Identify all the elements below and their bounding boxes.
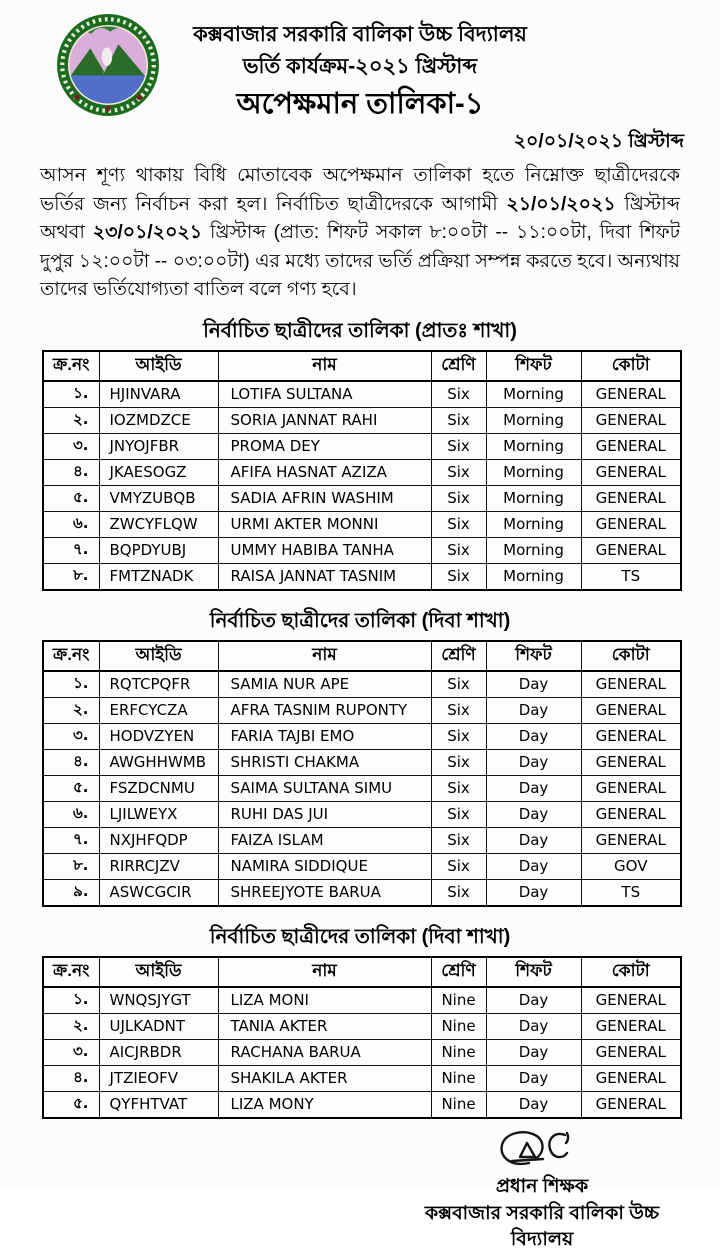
cell-shift: Day [486,775,581,801]
cell-shift: Day [486,827,581,853]
table-row [43,1091,681,1118]
cell-shift: Morning [486,381,581,408]
table-row [43,723,681,749]
cell-class: Six [431,563,486,590]
cell-name: NAMIRA SIDDIQUE [218,853,431,879]
cell-class: Six [431,381,486,408]
column-header: নাম [218,641,431,671]
cell-shift: Day [486,853,581,879]
cell-quota: GENERAL [581,407,681,433]
cell-name: SADIA AFRIN WASHIM [218,485,431,511]
admission-program-title: ভর্তি কার্যক্রম-২০২১ খ্রিস্টাব্দ [242,55,478,78]
cell-class: Six [431,485,486,511]
table-row [43,879,681,906]
school-name: কক্সবাজার সরকারি বালিকা উচ্চ বিদ্যালয় [193,23,527,46]
school-logo-icon [56,13,160,117]
cell-quota: GENERAL [581,723,681,749]
cell-id: ASWCGCIR [99,879,218,906]
cell-name: TANIA AKTER [218,1013,431,1039]
cell-shift: Morning [486,537,581,563]
student-table-morning [42,350,682,591]
cell-quota: GENERAL [581,671,681,698]
notice-bold-date: ২৩/০১/২০২১ [92,222,203,243]
cell-shift: Morning [486,459,581,485]
cell-class: Nine [431,1065,486,1091]
cell-name: FARIA TAJBI EMO [218,723,431,749]
cell-quota: TS [581,563,681,590]
table-row [43,407,681,433]
cell-class: Six [431,671,486,698]
cell-shift: Morning [486,433,581,459]
cell-class: Nine [431,1039,486,1065]
table-row [43,433,681,459]
cell-class: Six [431,749,486,775]
table-row [43,853,681,879]
cell-shift: Day [486,801,581,827]
table-row [43,381,681,408]
table-header-row [43,641,681,671]
cell-quota: GENERAL [581,1039,681,1065]
cell-quota: GENERAL [581,433,681,459]
cell-serial: ৪. [43,1065,99,1091]
cell-class: Six [431,827,486,853]
cell-serial: ১. [43,671,99,698]
waiting-list-title: অপেক্ষমান তালিকা-১ [236,88,484,120]
cell-quota: GENERAL [581,485,681,511]
cell-serial: ৩. [43,1039,99,1065]
column-header: শিফট [486,351,581,381]
cell-shift: Day [486,1091,581,1118]
cell-serial: ৫. [43,485,99,511]
cell-shift: Morning [486,407,581,433]
cell-name: RAISA JANNAT TASNIM [218,563,431,590]
cell-serial: ৯. [43,879,99,906]
notice-paragraph [40,162,680,305]
column-header: কোটা [581,351,681,381]
cell-id: HJINVARA [99,381,218,408]
notice-text: আসন শূণ্য থাকায় বিধি মোতাবেক অপেক্ষমান তালিকা হতে নিম্নোক্ত ছাত্রীদেরকে ভর্তির জন্য নির্বাচন করা হল। নির্বাচিত ছাত্রীদেরকে আগামী [40,165,680,215]
cell-shift: Morning [486,511,581,537]
cell-class: Six [431,433,486,459]
table-header-row [43,957,681,987]
cell-id: UJLKADNT [99,1013,218,1039]
cell-name: SAIMA SULTANA SIMU [218,775,431,801]
cell-serial: ১. [43,381,99,408]
cell-name: LOTIFA SULTANA [218,381,431,408]
cell-name: AFIFA HASNAT AZIZA [218,459,431,485]
cell-id: JTZIEOFV [99,1065,218,1091]
table-row [43,801,681,827]
cell-id: FSZDCNMU [99,775,218,801]
table-row [43,697,681,723]
cell-id: IOZMDZCE [99,407,218,433]
column-header: ক্র.নং [43,641,99,671]
table-row [43,1065,681,1091]
signature-mark-icon [487,1127,597,1173]
cell-id: LJILWEYX [99,801,218,827]
signature-block [392,1127,692,1253]
cell-id: JKAESOGZ [99,459,218,485]
cell-name: SHRISTI CHAKMA [218,749,431,775]
cell-class: Six [431,723,486,749]
cell-name: SAMIA NUR APE [218,671,431,698]
column-header: শ্রেণি [431,351,486,381]
column-header: নাম [218,957,431,987]
cell-quota: GENERAL [581,775,681,801]
table-row [43,511,681,537]
cell-name: SORIA JANNAT RAHI [218,407,431,433]
column-header: নাম [218,351,431,381]
cell-class: Nine [431,1091,486,1118]
cell-shift: Day [486,671,581,698]
cell-quota: GENERAL [581,801,681,827]
cell-shift: Morning [486,563,581,590]
cell-serial: ২. [43,697,99,723]
cell-name: UMMY HABIBA TANHA [218,537,431,563]
cell-id: NXJHFQDP [99,827,218,853]
table-row [43,749,681,775]
cell-serial: ৮. [43,563,99,590]
section-title: নির্বাচিত ছাত্রীদের তালিকা (দিবা শাখা) [209,609,511,632]
cell-quota: GENERAL [581,749,681,775]
cell-name: AFRA TASNIM RUPONTY [218,697,431,723]
column-header: শিফট [486,957,581,987]
cell-serial: ৪. [43,749,99,775]
cell-shift: Day [486,723,581,749]
table-row [43,671,681,698]
column-header: শ্রেণি [431,957,486,987]
cell-serial: ২. [43,407,99,433]
table-row [43,827,681,853]
cell-serial: ৫. [43,1091,99,1118]
cell-quota: GOV [581,853,681,879]
table-row [43,775,681,801]
cell-class: Six [431,511,486,537]
column-header: ক্র.নং [43,957,99,987]
notice-date: ২০/০১/২০২১ খ্রিস্টাব্দ [513,131,684,152]
cell-quota: GENERAL [581,511,681,537]
cell-id: AWGHHWMB [99,749,218,775]
cell-class: Six [431,537,486,563]
cell-quota: GENERAL [581,459,681,485]
cell-name: LIZA MONI [218,987,431,1014]
cell-quota: GENERAL [581,537,681,563]
column-header: কোটা [581,957,681,987]
table-row [43,1039,681,1065]
cell-serial: ৫. [43,775,99,801]
cell-serial: ৭. [43,537,99,563]
section-title: নির্বাচিত ছাত্রীদের তালিকা (দিবা শাখা) [209,925,511,948]
table-row [43,987,681,1014]
cell-name: SHREEJYOTE BARUA [218,879,431,906]
cell-id: HODVZYEN [99,723,218,749]
cell-class: Six [431,853,486,879]
cell-id: QYFHTVAT [99,1091,218,1118]
cell-id: RQTCPQFR [99,671,218,698]
cell-id: RIRRCJZV [99,853,218,879]
table-header-row [43,351,681,381]
cell-class: Six [431,697,486,723]
cell-class: Six [431,775,486,801]
cell-id: FMTZNADK [99,563,218,590]
cell-quota: GENERAL [581,827,681,853]
column-header: শ্রেণি [431,641,486,671]
cell-id: VMYZUBQB [99,485,218,511]
student-table-day-nine [42,956,682,1119]
signatory-title: প্রধান শিক্ষক [495,1175,589,1197]
cell-shift: Day [486,987,581,1014]
cell-name: FAIZA ISLAM [218,827,431,853]
notice-text: খ্রিস্টাব্দ (প্রাত: শিফট সকাল ৮:০০টা -- ১১:০০টা, দিবা শিফট দুপুর ১২:০০টা -- ০৩:০০টা) এর মধ্যে তাদের ভর্তি প্রক্রিয়া সম্পন্ন করতে হবে। অন্যথায় তাদের ভর্তিযোগ্যতা বাতিল বলে গণ্য হবে। [40,222,680,300]
cell-quota: GENERAL [581,381,681,408]
notice-text: খ্রিস্টাব্দ অথবা [40,193,680,243]
cell-shift: Day [486,879,581,906]
cell-id: ERFCYCZA [99,697,218,723]
cell-class: Six [431,407,486,433]
cell-serial: ২. [43,1013,99,1039]
cell-shift: Day [486,749,581,775]
cell-serial: ৮. [43,853,99,879]
column-header: শিফট [486,641,581,671]
column-header: আইডি [99,957,218,987]
column-header: আইডি [99,351,218,381]
cell-quota: GENERAL [581,1013,681,1039]
cell-serial: ৩. [43,723,99,749]
table-row [43,485,681,511]
cell-serial: ৭. [43,827,99,853]
cell-quota: GENERAL [581,1091,681,1118]
cell-id: AICJRBDR [99,1039,218,1065]
cell-class: Six [431,801,486,827]
table-row [43,537,681,563]
cell-id: JNYOJFBR [99,433,218,459]
cell-class: Nine [431,987,486,1014]
cell-serial: ৩. [43,433,99,459]
cell-name: RACHANA BARUA [218,1039,431,1065]
cell-serial: ৬. [43,511,99,537]
cell-quota: GENERAL [581,1065,681,1091]
student-table-day-six [42,640,682,907]
cell-class: Six [431,459,486,485]
cell-name: RUHI DAS JUI [218,801,431,827]
cell-name: LIZA MONY [218,1091,431,1118]
cell-id: WNQSJYGT [99,987,218,1014]
column-header: ক্র.নং [43,351,99,381]
cell-serial: ৬. [43,801,99,827]
column-header: কোটা [581,641,681,671]
cell-name: PROMA DEY [218,433,431,459]
cell-shift: Day [486,1039,581,1065]
cell-name: URMI AKTER MONNI [218,511,431,537]
cell-id: ZWCYFLQW [99,511,218,537]
cell-class: Nine [431,1013,486,1039]
column-header: আইডি [99,641,218,671]
notice-bold-date: ২১/০১/২০২১ [506,193,616,215]
section-title: নির্বাচিত ছাত্রীদের তালিকা (প্রাতঃ শাখা) [203,319,517,342]
cell-shift: Day [486,697,581,723]
cell-quota: GENERAL [581,987,681,1014]
table-row [43,1013,681,1039]
cell-shift: Day [486,1013,581,1039]
cell-quota: GENERAL [581,697,681,723]
signatory-org: কক্সবাজার সরকারি বালিকা উচ্চ বিদ্যালয় [424,1202,660,1250]
cell-shift: Morning [486,485,581,511]
cell-name: SHAKILA AKTER [218,1065,431,1091]
cell-class: Six [431,879,486,906]
table-row [43,563,681,590]
cell-quota: TS [581,879,681,906]
table-row [43,459,681,485]
cell-shift: Day [486,1065,581,1091]
cell-serial: ৪. [43,459,99,485]
cell-serial: ১. [43,987,99,1014]
cell-id: BQPDYUBJ [99,537,218,563]
